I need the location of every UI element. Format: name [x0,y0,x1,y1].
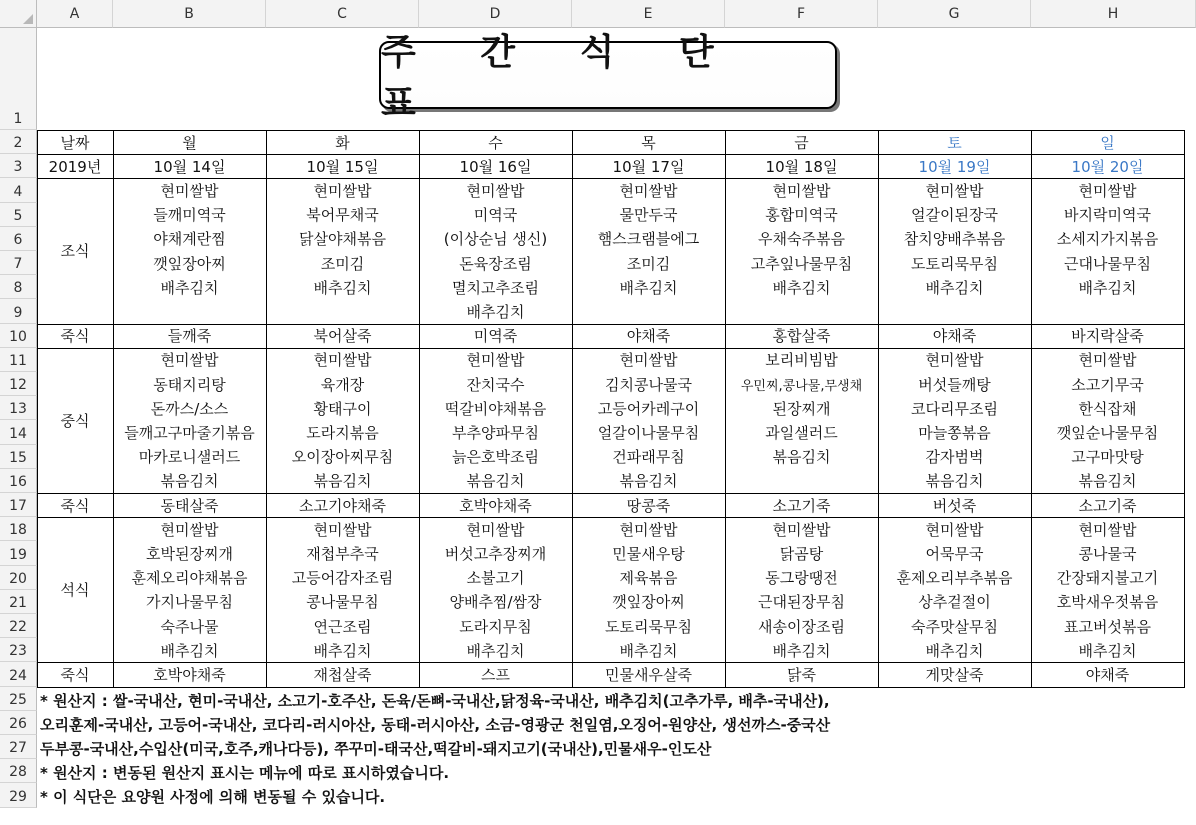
breakfast-menu-cell[interactable]: 물만두국 [619,206,678,225]
dinner-menu-cell[interactable]: 배추김치 [619,641,678,660]
lunch-menu-cell[interactable]: 오이장아찌무침 [291,448,394,467]
row-header-16[interactable]: 16 [0,469,37,493]
dinner-menu-cell[interactable]: 배추김치 [466,641,525,660]
dinner-menu-cell[interactable]: 소불고기 [466,569,525,588]
porridge-menu-cell[interactable]: 북어살죽 [313,327,372,346]
date-cell[interactable]: 10월 17일 [612,157,685,176]
dinner-menu-cell[interactable]: 닭곰탕 [779,544,824,563]
row-header-6[interactable]: 6 [0,227,37,251]
lunch-menu-cell[interactable]: 현미쌀밥 [619,351,678,370]
dinner-menu-cell[interactable]: 현미쌀밥 [619,520,678,539]
breakfast-menu-cell[interactable] [878,299,1031,323]
breakfast-menu-cell[interactable]: 멸치고추조림 [452,278,539,297]
dinner-menu-cell[interactable]: 가지나물무침 [146,593,233,612]
column-header-g[interactable]: G [878,0,1031,28]
dinner-menu-cell[interactable]: 콩나물무침 [306,593,379,612]
day-header-cell[interactable]: 목 [641,133,656,152]
dinner-menu-cell[interactable]: 현미쌀밥 [160,520,219,539]
lunch-menu-cell[interactable]: 마카로니샐러드 [138,448,241,467]
day-header-cell[interactable]: 수 [488,133,503,152]
row-header-18[interactable]: 18 [0,517,37,541]
day-header-cell[interactable]: 월 [182,133,197,152]
row-header-12[interactable]: 12 [0,372,37,396]
porridge-menu-cell[interactable]: 민물새우살죽 [605,665,692,684]
breakfast-menu-cell[interactable]: 야채계란찜 [153,230,226,249]
dinner-menu-cell[interactable]: 민물새우탕 [612,544,685,563]
dinner-menu-cell[interactable]: 제육볶음 [619,569,678,588]
row-header-9[interactable]: 9 [0,299,37,323]
porridge-menu-cell[interactable]: 버섯죽 [932,496,977,515]
breakfast-menu-cell[interactable] [572,299,725,323]
lunch-menu-cell[interactable]: 부추양파무침 [452,423,539,442]
lunch-menu-cell[interactable]: 현미쌀밥 [466,351,525,370]
day-header-cell[interactable]: 화 [335,133,350,152]
row-header-2[interactable]: 2 [0,130,37,154]
dinner-menu-cell[interactable]: 연근조림 [313,617,372,636]
breakfast-menu-cell[interactable]: 배추김치 [466,302,525,321]
dinner-menu-cell[interactable]: 훈제오리야채볶음 [131,569,248,588]
dinner-menu-cell[interactable]: 상추겉절이 [918,593,991,612]
dinner-menu-cell[interactable]: 버섯고추장찌개 [444,544,547,563]
breakfast-menu-cell[interactable]: 현미쌀밥 [772,181,831,200]
lunch-menu-cell[interactable]: 코다리무조림 [911,399,998,418]
dinner-menu-cell[interactable]: 배추김치 [313,641,372,660]
row-header-24[interactable]: 24 [0,662,37,686]
breakfast-menu-cell[interactable]: 조미김 [320,254,365,273]
lunch-menu-cell[interactable]: 소고기무국 [1071,375,1144,394]
breakfast-menu-cell[interactable]: 햄스크램블에그 [597,230,700,249]
row-header-15[interactable]: 15 [0,445,37,469]
row-header-22[interactable]: 22 [0,614,37,638]
border-line [37,517,1185,518]
dinner-menu-cell[interactable]: 현미쌀밥 [313,520,372,539]
dinner-menu-cell[interactable]: 근대된장무침 [758,593,845,612]
breakfast-menu-cell[interactable]: (이상순님 생신) [443,230,548,249]
column-header-h[interactable]: H [1031,0,1196,28]
select-all-corner[interactable] [0,0,37,28]
lunch-menu-cell[interactable]: 늙은호박조림 [452,448,539,467]
row-header-17[interactable]: 17 [0,493,37,517]
breakfast-menu-cell[interactable] [1031,299,1184,323]
porridge-menu-cell[interactable]: 소고기야채죽 [299,496,386,515]
dinner-menu-cell[interactable]: 배추김치 [1078,641,1137,660]
breakfast-menu-cell[interactable]: 조미김 [626,254,671,273]
border-line [1184,130,1185,688]
lunch-menu-cell[interactable]: 한식잡채 [1078,399,1137,418]
lunch-menu-cell[interactable]: 감자범벅 [925,448,984,467]
breakfast-menu-cell[interactable]: 들깨미역국 [153,206,226,225]
border-line [37,178,1185,179]
border-line [266,130,267,688]
dinner-menu-cell[interactable]: 현미쌀밥 [925,520,984,539]
row-header-3[interactable]: 3 [0,154,37,178]
row-header-28[interactable]: 28 [0,759,37,783]
dinner-menu-cell[interactable]: 어묵무국 [925,544,984,563]
porridge-menu-cell[interactable]: 미역죽 [473,327,518,346]
lunch-menu-cell[interactable]: 볶음김치 [925,472,984,491]
lunch-menu-cell[interactable]: 돈까스/소스 [150,399,229,418]
porridge-menu-cell[interactable]: 동태살죽 [160,496,219,515]
breakfast-menu-cell[interactable]: 북어무채국 [306,206,379,225]
column-header-e[interactable]: E [572,0,725,28]
day-header-cell[interactable]: 금 [794,133,809,152]
row-header-8[interactable]: 8 [0,275,37,299]
dinner-menu-cell[interactable]: 숙주맛살무침 [911,617,998,636]
row-header-13[interactable]: 13 [0,396,37,420]
dinner-menu-cell[interactable]: 도토리묵무침 [605,617,692,636]
breakfast-menu-cell[interactable]: 현미쌀밥 [313,181,372,200]
row-header-27[interactable]: 27 [0,735,37,759]
row-header-20[interactable]: 20 [0,566,37,590]
dinner-menu-cell[interactable]: 간장돼지불고기 [1056,569,1159,588]
lunch-menu-cell[interactable]: 고등어카레구이 [597,399,700,418]
row-header-1[interactable]: 1 [0,28,37,130]
border-line [37,493,1185,494]
border-line [113,130,114,688]
lunch-menu-cell[interactable]: 고구마맛탕 [1071,448,1144,467]
border-line [1031,130,1032,688]
dinner-menu-cell[interactable]: 현미쌀밥 [1078,520,1137,539]
porridge-menu-cell[interactable]: 야채죽 [1085,665,1130,684]
breakfast-menu-cell[interactable]: 우채숙주볶음 [758,230,845,249]
lunch-menu-cell[interactable]: 볶음김치 [772,448,831,467]
date-cell[interactable]: 10월 18일 [765,157,838,176]
day-header-cell[interactable]: 토 [947,133,962,152]
porridge-menu-cell[interactable]: 게맛살죽 [925,665,984,684]
breakfast-menu-cell[interactable]: 근대나물무침 [1064,254,1151,273]
lunch-label[interactable]: 중식 [60,411,90,430]
dinner-menu-cell[interactable]: 콩나물국 [1078,544,1137,563]
footnote-line[interactable]: 오리훈제-국내산, 고등어-국내산, 코다리-러시아산, 동태-러시아산, 소금-영광군 천일염,오징어-원양산, 생선까스-중국산 [40,715,831,734]
border-line [37,687,1185,688]
row-header-11[interactable]: 11 [0,348,37,372]
porridge-menu-cell[interactable]: 닭죽 [787,665,816,684]
breakfast-menu-cell[interactable]: 현미쌀밥 [1078,181,1137,200]
row-header-19[interactable]: 19 [0,541,37,565]
breakfast-menu-cell[interactable]: 배추김치 [313,278,372,297]
lunch-menu-cell[interactable]: 버섯들깨탕 [918,375,991,394]
lunch-menu-cell[interactable]: 볶음김치 [466,472,525,491]
breakfast-menu-cell[interactable]: 돈육장조림 [459,254,532,273]
lunch-menu-cell[interactable]: 현미쌀밥 [313,351,372,370]
porridge-label[interactable]: 죽식 [60,496,90,515]
lunch-menu-cell[interactable]: 잔치국수 [466,375,525,394]
page-title: 주 간 식 단 표 [379,41,837,109]
porridge-menu-cell[interactable]: 바지락살죽 [1071,327,1144,346]
lunch-menu-cell[interactable]: 도라지볶음 [306,423,379,442]
breakfast-menu-cell[interactable]: 현미쌀밥 [619,181,678,200]
dinner-menu-cell[interactable]: 배추김치 [160,641,219,660]
lunch-menu-cell[interactable]: 떡갈비야채볶음 [444,399,547,418]
dinner-menu-cell[interactable]: 표고버섯볶음 [1064,617,1151,636]
border-line [878,130,879,688]
porridge-label[interactable]: 죽식 [60,327,90,346]
dinner-menu-cell[interactable]: 호박새우젓볶음 [1056,593,1159,612]
porridge-menu-cell[interactable]: 호박야채죽 [153,665,226,684]
breakfast-menu-cell[interactable]: 소세지가지볶음 [1056,230,1159,249]
breakfast-menu-cell[interactable]: 고추잎나물무침 [750,254,853,273]
year-cell[interactable]: 2019년 [48,157,102,176]
column-header-c[interactable]: C [266,0,419,28]
lunch-menu-cell[interactable]: 마늘쫑볶음 [918,423,991,442]
footnote-line[interactable]: * 원산지 : 쌀-국내산, 현미-국내산, 소고기-호주산, 돈육/돈뼈-국내산,닭정육-국내산, 배추김치(고추가루, 배추-국내산), [40,691,830,710]
porridge-menu-cell[interactable]: 들깨죽 [167,327,212,346]
row-header-10[interactable]: 10 [0,324,37,348]
porridge-menu-cell[interactable]: 호박야채죽 [459,496,532,515]
lunch-menu-cell[interactable] [725,469,878,493]
row-header-7[interactable]: 7 [0,251,37,275]
column-header-a[interactable]: A [37,0,113,28]
porridge-menu-cell[interactable]: 야채죽 [626,327,671,346]
lunch-menu-cell[interactable]: 우민찌,콩나물,무생채 [740,378,863,394]
column-header-d[interactable]: D [419,0,572,28]
porridge-menu-cell[interactable]: 스프 [481,665,510,684]
date-cell[interactable]: 10월 19일 [918,157,991,176]
porridge-menu-cell[interactable]: 홍합살죽 [772,327,831,346]
border-line [37,130,38,688]
breakfast-menu-cell[interactable]: 얼갈이된장국 [911,206,998,225]
row-header-26[interactable]: 26 [0,711,37,735]
lunch-menu-cell[interactable]: 현미쌀밥 [160,351,219,370]
breakfast-menu-cell[interactable]: 현미쌀밥 [925,181,984,200]
breakfast-menu-cell[interactable]: 배추김치 [925,278,984,297]
lunch-menu-cell[interactable]: 육개장 [320,375,365,394]
dinner-menu-cell[interactable]: 도라지무침 [459,617,532,636]
breakfast-menu-cell[interactable]: 배추김치 [160,278,219,297]
dinner-label[interactable]: 석식 [60,581,90,600]
dinner-menu-cell[interactable]: 깻잎장아찌 [612,593,685,612]
border-line [37,324,1185,325]
border-line [37,154,1185,155]
border-line [37,130,1185,131]
dinner-menu-cell[interactable]: 배추김치 [772,641,831,660]
lunch-menu-cell[interactable]: 보리비빔밥 [765,351,838,370]
breakfast-menu-cell[interactable]: 닭살야채볶음 [299,230,386,249]
lunch-menu-cell[interactable]: 동태지리탕 [153,375,226,394]
lunch-menu-cell[interactable]: 황태구이 [313,399,372,418]
breakfast-menu-cell[interactable] [725,299,878,323]
date-label-cell[interactable]: 날짜 [60,133,90,152]
breakfast-menu-cell[interactable]: 도토리묵무침 [911,254,998,273]
lunch-menu-cell[interactable]: 과일샐러드 [765,423,838,442]
lunch-menu-cell[interactable]: 얼갈이나물무침 [597,423,700,442]
date-cell[interactable]: 10월 20일 [1071,157,1144,176]
breakfast-menu-cell[interactable]: 미역국 [473,206,518,225]
breakfast-menu-cell[interactable]: 배추김치 [1078,278,1137,297]
dinner-menu-cell[interactable]: 고등어감자조림 [291,569,394,588]
row-header-21[interactable]: 21 [0,590,37,614]
breakfast-menu-cell[interactable]: 참치양배추볶음 [903,230,1006,249]
dinner-menu-cell[interactable]: 양배추찜/쌈장 [449,593,542,612]
breakfast-menu-cell[interactable]: 배추김치 [772,278,831,297]
porridge-menu-cell[interactable]: 야채죽 [932,327,977,346]
porridge-menu-cell[interactable]: 소고기죽 [772,496,831,515]
day-header-cell[interactable]: 일 [1100,133,1115,152]
lunch-menu-cell[interactable]: 깻잎순나물무침 [1056,423,1159,442]
lunch-menu-cell[interactable]: 들깨고구마줄기볶음 [124,423,255,442]
row-header-23[interactable]: 23 [0,638,37,662]
border-line [419,130,420,688]
lunch-menu-cell[interactable]: 볶음김치 [313,472,372,491]
border-line [572,130,573,688]
dinner-menu-cell[interactable]: 숙주나물 [160,617,219,636]
breakfast-menu-cell[interactable]: 바지락미역국 [1064,206,1151,225]
dinner-menu-cell[interactable]: 호박된장찌개 [146,544,233,563]
lunch-menu-cell[interactable]: 볶음김치 [160,472,219,491]
breakfast-menu-cell[interactable]: 깻잎장아찌 [153,254,226,273]
breakfast-menu-cell[interactable]: 홍합미역국 [765,206,838,225]
border-line [37,662,1185,663]
row-header-29[interactable]: 29 [0,783,37,807]
dinner-menu-cell[interactable]: 훈제오리부추볶음 [896,569,1013,588]
lunch-menu-cell[interactable]: 볶음김치 [619,472,678,491]
dinner-menu-cell[interactable]: 현미쌀밥 [772,520,831,539]
row-header-25[interactable]: 25 [0,687,37,711]
breakfast-menu-cell[interactable]: 배추김치 [619,278,678,297]
porridge-label[interactable]: 죽식 [60,665,90,684]
date-cell[interactable]: 10월 16일 [459,157,532,176]
porridge-menu-cell[interactable]: 소고기죽 [1078,496,1137,515]
lunch-menu-cell[interactable]: 볶음김치 [1078,472,1137,491]
footnote-line[interactable]: * 이 식단은 요양원 사정에 의해 변동될 수 있습니다. [40,788,386,807]
footnote-line[interactable]: 두부콩-국내산,수입산(미국,호주,캐나다등), 쭈꾸미-태국산,떡갈비-돼지고기(국내산),민물새우-인도산 [40,740,712,758]
border-line [725,130,726,688]
breakfast-menu-cell[interactable] [113,299,266,323]
lunch-menu-cell[interactable]: 건파래무침 [612,448,685,467]
porridge-menu-cell[interactable]: 땅콩죽 [626,496,671,515]
row-header-5[interactable]: 5 [0,203,37,227]
dinner-menu-cell[interactable]: 새송이장조림 [758,617,845,636]
dinner-menu-cell[interactable]: 현미쌀밥 [466,520,525,539]
date-cell[interactable]: 10월 14일 [153,157,226,176]
row-header-14[interactable]: 14 [0,420,37,444]
breakfast-menu-cell[interactable] [266,299,419,323]
column-header-b[interactable]: B [113,0,266,28]
dinner-menu-cell[interactable]: 동그랑땡전 [765,569,838,588]
lunch-menu-cell[interactable]: 김치콩나물국 [605,375,692,394]
lunch-menu-cell[interactable]: 된장찌개 [772,399,831,418]
column-header-f[interactable]: F [725,0,878,28]
breakfast-menu-cell[interactable]: 현미쌀밥 [160,181,219,200]
row-header-4[interactable]: 4 [0,178,37,202]
porridge-menu-cell[interactable]: 재첩살죽 [313,665,372,684]
border-line [37,348,1185,349]
footnote-line[interactable]: * 원산지 : 변동된 원산지 표시는 메뉴에 따로 표시하였습니다. [40,764,450,783]
dinner-menu-cell[interactable]: 재첩부추국 [306,544,379,563]
breakfast-label[interactable]: 조식 [60,242,90,261]
breakfast-menu-cell[interactable]: 현미쌀밥 [466,181,525,200]
lunch-menu-cell[interactable]: 현미쌀밥 [1078,351,1137,370]
date-cell[interactable]: 10월 15일 [306,157,379,176]
dinner-menu-cell[interactable]: 배추김치 [925,641,984,660]
lunch-menu-cell[interactable]: 현미쌀밥 [925,351,984,370]
